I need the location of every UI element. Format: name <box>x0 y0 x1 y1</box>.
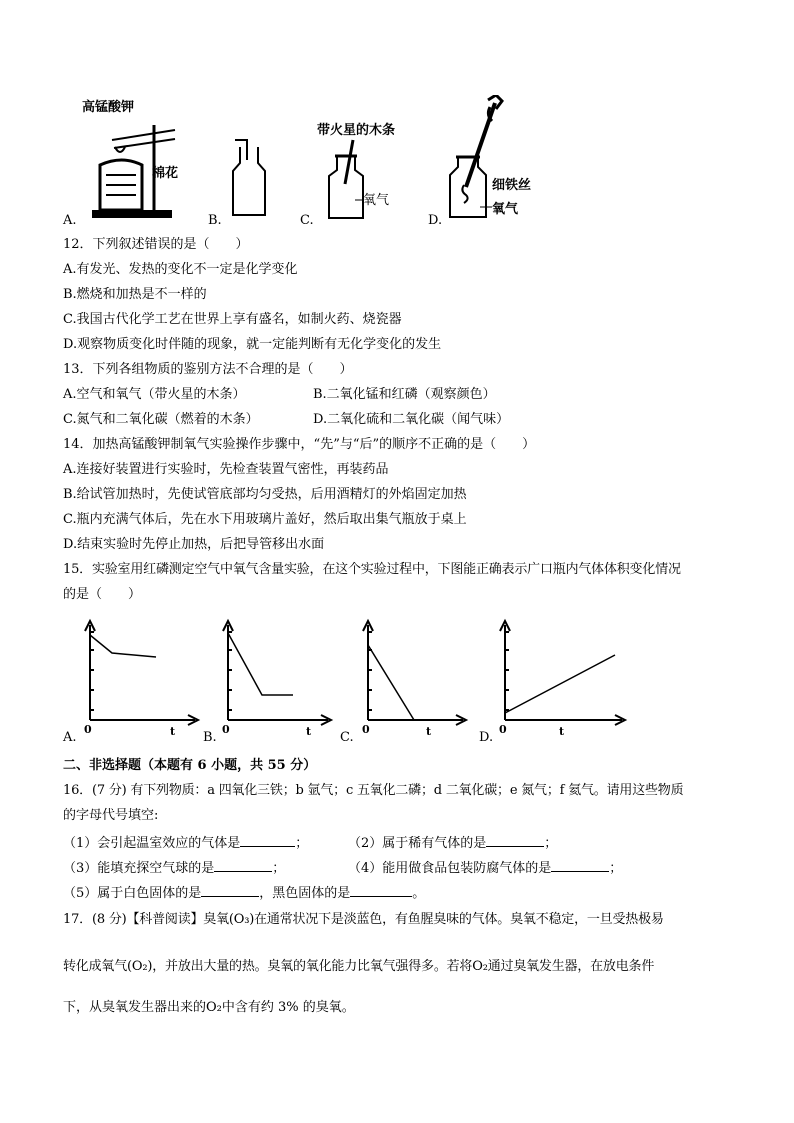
figure-d-option: D. <box>428 213 443 228</box>
graph-a-option: A. <box>63 730 77 745</box>
q12-option-c: C.我国古代化学工艺在世界上享有盛名，如制火药、烧瓷器 <box>63 312 402 327</box>
answer-blank-2[interactable] <box>486 833 544 847</box>
graph-a-xaxis: t <box>170 725 176 738</box>
q12-stem: 12．下列叙述错误的是（ ） <box>63 237 249 252</box>
figure-a-label-cotton: 棉花 <box>152 166 179 181</box>
figure-c-option: C. <box>300 213 314 228</box>
q13-option-d: D.二氧化硫和二氧化碳（闻气味） <box>313 412 510 427</box>
graph-c-xaxis: t <box>426 725 432 738</box>
figure-c-label-splint: 带火星的木条 <box>317 123 396 138</box>
figure-a-apparatus <box>80 95 180 225</box>
q16-part5-text-b: ，黑色固体的是 <box>259 886 351 901</box>
q13-stem: 13．下列各组物质的鉴别方法不合理的是（ ） <box>63 362 353 377</box>
q12-option-b: B.燃烧和加热是不一样的 <box>63 287 207 302</box>
graph-d-xaxis: t <box>559 725 565 738</box>
q17-line1: 17．(8 分)【科普阅读】臭氧(O₃)在通常状况下是淡蓝色，有鱼腥臭味的气体。臭氧不稳定，一旦受热极易 <box>63 912 664 927</box>
q15-graph-c <box>338 615 488 745</box>
answer-blank-3[interactable] <box>214 858 272 872</box>
q15-graph-a <box>60 615 210 745</box>
q16-part5: （5）属于白色固体的是 ，黑色固体的是 。 <box>63 883 425 902</box>
q16-part1: （1）会引起温室效应的气体是 ； <box>63 833 308 852</box>
oxygen-formula: (O₂) <box>127 959 153 974</box>
q14-option-d: D.结束实验时先停止加热，后把导管移出水面 <box>63 537 325 552</box>
q14-option-b: B.给试管加热时，先使试管底部均匀受热，后用酒精灯的外焰固定加热 <box>63 487 467 502</box>
q15-stem-line2: 的是（ ） <box>63 587 142 602</box>
q16-stem-line1: 16．(7 分) 有下列物质：a 四氧化三铁；b 氩气；c 五氧化二磷；d 二氧化碳；e 氮气；f 氦气。请用这些物质 <box>63 783 684 798</box>
q15-stem-line1: 15．实验室用红磷测定空气中氧气含量实验，在这个实验过程中，下图能正确表示广口瓶内气体体积变化情况 <box>63 562 681 577</box>
section-2-heading: 二、非选择题（本题有 6 小题，共 55 分） <box>63 758 317 773</box>
q16-part5-text-a: （5）属于白色固体的是 <box>63 886 202 901</box>
q16-part2-text: （2）属于稀有气体的是 <box>348 836 487 851</box>
figure-a-option: A. <box>63 213 77 228</box>
q15-graph-b <box>200 615 350 745</box>
q17-line3: 下，从臭氧发生器出来的O₂中含有约 3% 的臭氧。 <box>63 1000 355 1015</box>
figure-a-label-kmno4: 高锰酸钾 <box>82 100 135 115</box>
answer-blank-4[interactable] <box>551 858 609 872</box>
q16-part3: （3）能填充探空气球的是 ； <box>63 858 285 877</box>
answer-blank-5a[interactable] <box>201 883 259 897</box>
q15-graph-d <box>477 615 647 745</box>
graph-b-origin: 0 <box>222 723 230 736</box>
graph-b-option: B. <box>203 730 217 745</box>
figure-c-label-oxygen: 氧气 <box>363 193 390 208</box>
q16-part1-text: （1）会引起温室效应的气体是 <box>63 836 241 851</box>
answer-blank-5b[interactable] <box>350 883 412 897</box>
figure-b-bottle <box>225 135 270 225</box>
graph-d-origin: 0 <box>499 723 507 736</box>
graph-c-origin: 0 <box>362 723 370 736</box>
figure-b-option: B. <box>208 213 222 228</box>
answer-blank-1[interactable] <box>240 833 295 847</box>
q16-part2: （2）属于稀有气体的是 ； <box>348 833 557 852</box>
q16-part3-text: （3）能填充探空气球的是 <box>63 861 215 876</box>
ozone-formula: (O₃) <box>228 912 255 927</box>
q13-option-c: C.氮气和二氧化碳（燃着的木条） <box>63 412 259 427</box>
q13-option-a: A.空气和氧气（带火星的木条） <box>63 387 246 402</box>
figure-d-label-oxygen: 氧气 <box>492 202 519 217</box>
q12-option-d: D.观察物质变化时伴随的现象，就一定能判断有无化学变化的发生 <box>63 337 442 352</box>
q16-part4: （4）能用做食品包装防腐气体的是 ； <box>348 858 622 877</box>
q14-option-c: C.瓶内充满气体后，先在水下用玻璃片盖好，然后取出集气瓶放于桌上 <box>63 512 467 527</box>
q14-stem: 14．加热高锰酸钾制氧气实验操作步骤中，“先”与“后”的顺序不正确的是（ ） <box>63 437 536 452</box>
q17-line2: 转化成氧气(O₂)，并放出大量的热。臭氧的氧化能力比氧气强得多。若将O₂通过臭氧发生器，在放电条件 <box>63 959 655 974</box>
q16-stem-line2: 的字母代号填空: <box>63 808 159 823</box>
q14-option-a: A.连接好装置进行实验时，先检查装置气密性，再装药品 <box>63 462 389 477</box>
figure-c-splint <box>315 118 415 223</box>
graph-d-option: D. <box>479 730 494 745</box>
graph-c-option: C. <box>340 730 354 745</box>
graph-a-origin: 0 <box>84 723 92 736</box>
figure-d-iron-wire <box>440 95 540 223</box>
q13-option-b: B.二氧化锰和红磷（观察颜色） <box>313 387 496 402</box>
graph-b-xaxis: t <box>306 725 312 738</box>
q16-part4-text: （4）能用做食品包装防腐气体的是 <box>348 861 552 876</box>
figure-d-label-wire: 细铁丝 <box>492 178 532 193</box>
q12-option-a: A.有发光、发热的变化不一定是化学变化 <box>63 262 298 277</box>
